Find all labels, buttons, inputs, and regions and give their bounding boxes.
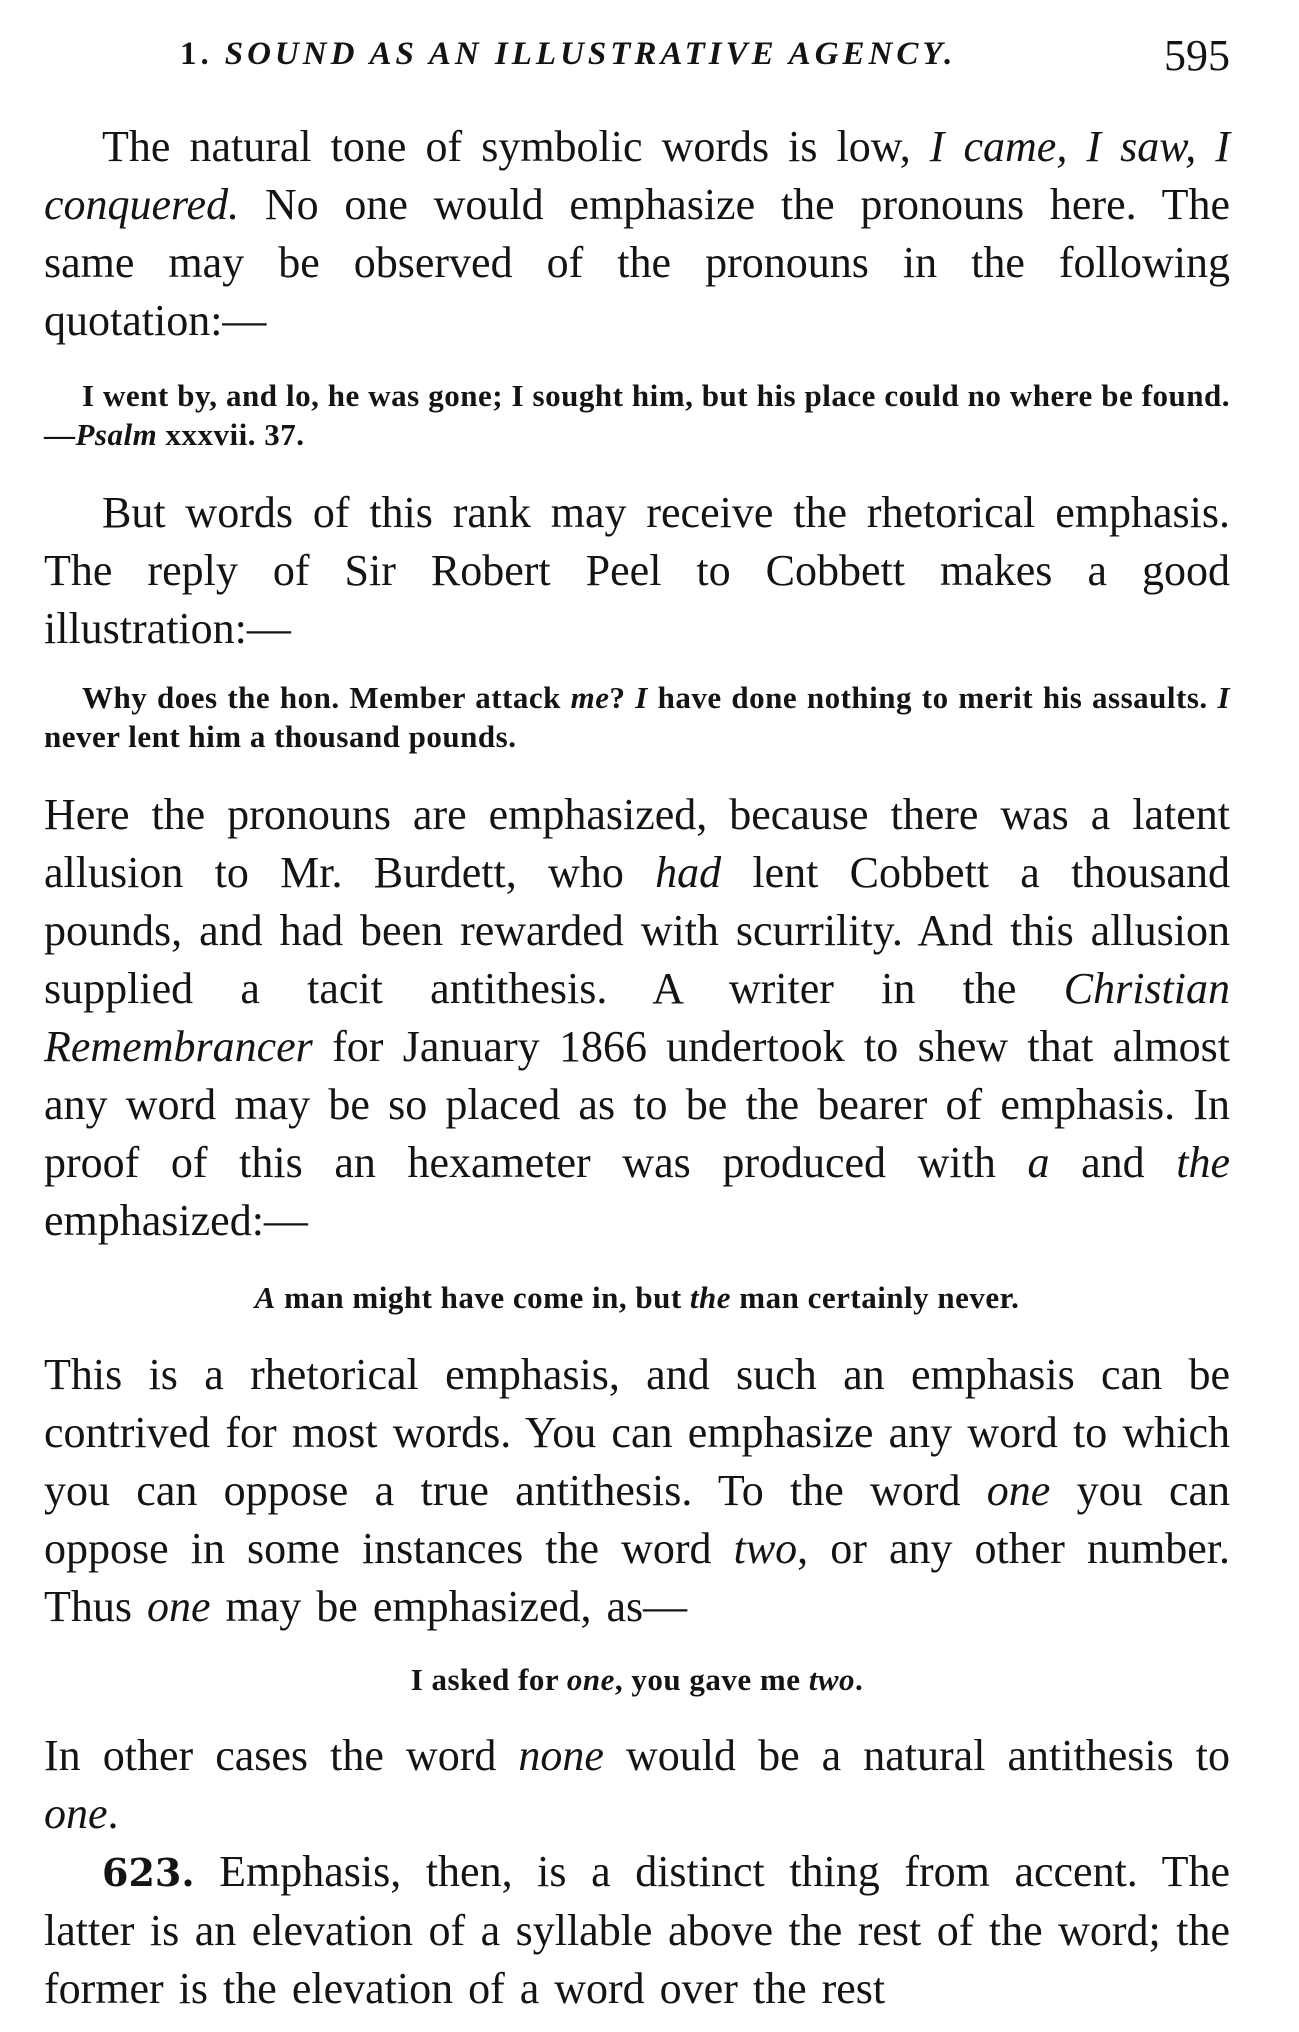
quote-source-ref: xxxvii. 37. [157,417,305,452]
quote-text: never lent him a thousand pounds. [44,719,517,754]
paragraph-symbolic-words [44,118,1230,350]
italic-run: one [986,1466,1051,1515]
text-run: Here the pronouns are emphasized, because there was a latent allusion to Mr. Burdett, who [44,790,1230,897]
italic-run: me [570,680,610,715]
running-head-title [180,36,956,73]
text-run: In other cases the word [44,1731,519,1780]
quote-text: . [855,1662,864,1697]
quote-text: I asked for [410,1662,567,1697]
chapter-title: SOUND AS AN ILLUSTRATIVE AGENCY. [224,36,957,72]
italic-run: the [1176,1138,1231,1187]
quote-text: have done nothing to merit his assaults. [647,680,1218,715]
text-run: The natural tone of symbolic words is low, [102,122,930,171]
italic-run: I [1217,680,1231,715]
text-run: for January 1866 undertook to shew that almost any word may be so placed as to be the bearer of emphasis. In proof of this an hexameter was produced with [44,1022,1230,1187]
text-run: and [1049,1138,1177,1187]
quotation-peel [44,678,1230,756]
quote-source-italic: Psalm [75,417,158,452]
text-run: This is a rhetorical emphasis, and such an emphasis can be contrived for most words. You can emphasize any word to which you can oppose a true antithesis. To the word [44,1350,1230,1515]
italic-run: one [147,1582,211,1631]
italic-run: two [808,1662,856,1697]
text-run: would be a natural antithesis to [603,1731,1231,1780]
quote-text: man certainly never. [731,1280,1020,1315]
italic-run: the [689,1280,732,1315]
paragraph-none-one [44,1727,1230,1843]
text-run: may be emphasized, as— [210,1582,688,1631]
italic-run: two [733,1524,798,1573]
text-run: you can oppose in some instances the word [44,1466,1230,1573]
quote-text: , you gave me [614,1662,809,1697]
italic-run: A [254,1280,276,1315]
paragraph-623 [44,1843,1230,2018]
chapter-number: 1. [180,36,213,72]
italic-run: one [44,1789,108,1838]
italic-run: I came, I saw, I conquered. [44,122,1230,229]
italic-run: Christian Remembrancer [44,964,1230,1071]
text-run: Emphasis, then, is a distinct thing from accent. The latter is an elevation of a syllable above the rest of the word; the former is the elevation of a word over the rest [44,1847,1230,2013]
text-run: emphasized:— [44,1196,308,1245]
paragraph-number: 623. [102,1850,195,1895]
italic-run: a [1027,1138,1050,1187]
quote-text: man might have come in, but [275,1280,690,1315]
text-run: But words of this rank may receive the rhetorical emphasis. The reply of Sir Robert Peel to Cobbett makes a good illustration:— [44,488,1230,653]
paragraph-rhetorical-emphasis [44,484,1230,658]
paragraph-antithesis [44,1346,1230,1636]
page-number: 595 [1164,31,1230,80]
italic-run: had [655,848,722,897]
italic-run: none [518,1731,604,1780]
italic-run: I [635,680,648,715]
quote-text: Why does the hon. Member attack [82,680,571,715]
quotation-hexameter [44,1278,1230,1317]
running-head [180,30,1230,90]
quote-text: ? [609,680,636,715]
paragraph-pronouns-emphasized [44,786,1230,1250]
quotation-psalm [44,376,1230,454]
quote-text: I went by, and lo, he was gone; I sought him, but his place could no where be found.— [44,378,1230,452]
text-run: lent Cobbett a thousand pounds, and had been rewarded with scurrility. And this allusion supplied a tacit antithesis. A writer in the [44,848,1231,1013]
quotation-one-two [44,1660,1230,1699]
text-run: , or any other number. Thus [44,1524,1230,1631]
text-run: . [107,1789,119,1838]
text-run: No one would emphasize the pronouns here. The same may be observed of the pronouns in the following quotation:— [44,180,1230,345]
italic-run: one [566,1662,615,1697]
